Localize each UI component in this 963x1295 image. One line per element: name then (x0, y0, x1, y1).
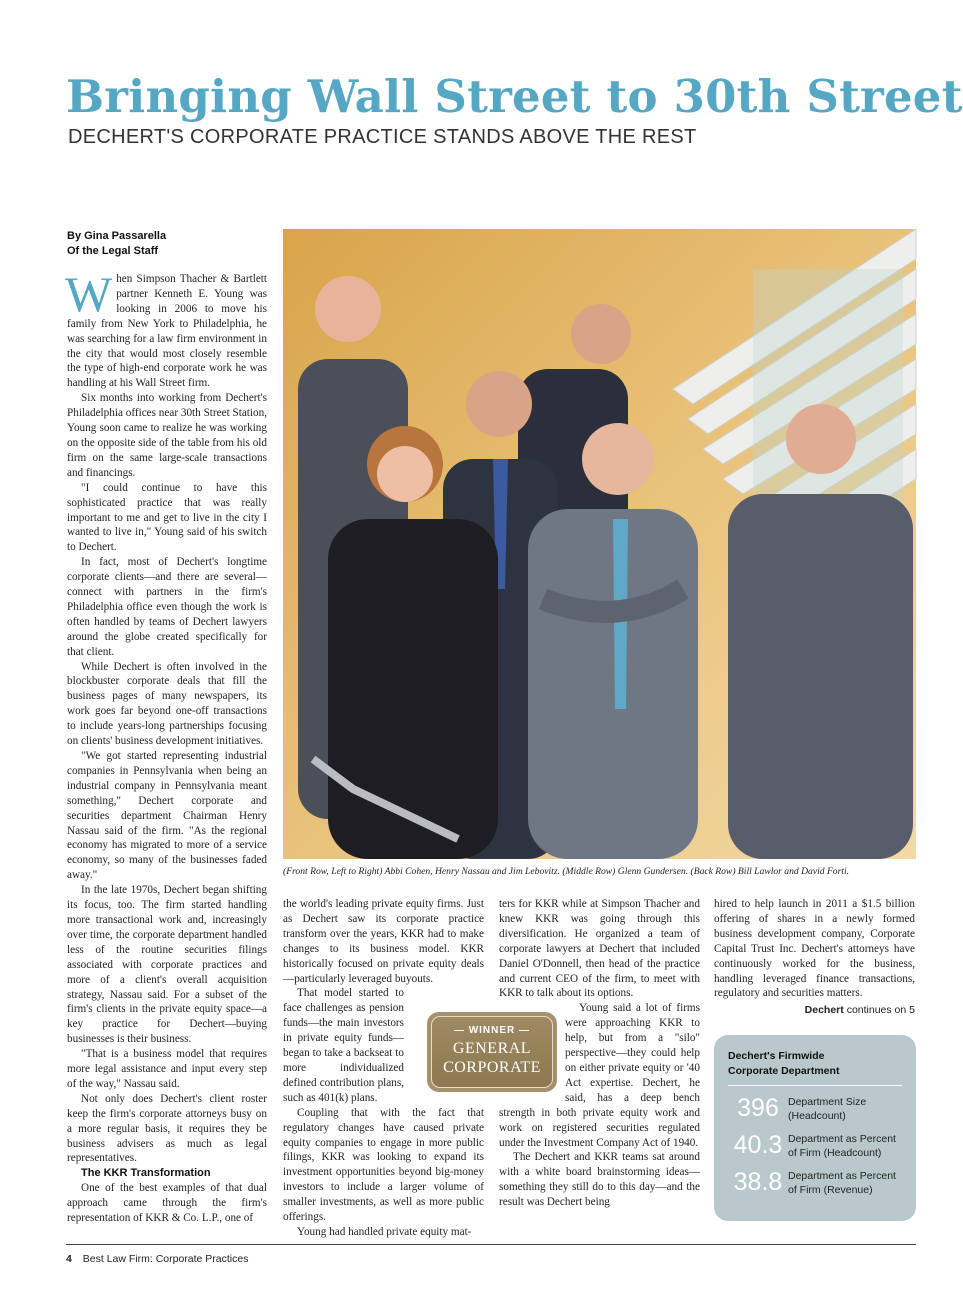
page-footer (66, 1253, 248, 1265)
stat-value: 40.3 (733, 1131, 783, 1159)
stats-title: Dechert's Firmwide Corporate Department (728, 1049, 902, 1086)
paragraph: hired to help launch in 2011 a $1.5 billion offering of shares in a newly formed business development company, Corporate Capital Trust Inc. Dechert's attorneys have continuously worked for the business, handling leveraged finance transactions, regulatory and securities matters. (714, 898, 915, 1000)
byline-staff: Of the Legal Staff (67, 245, 159, 257)
stat-value: 396 (737, 1094, 779, 1122)
paragraph: Six months into working from Dechert's Philadelphia offices near 30th Street Station, Young soon came to realize he was working on the opposite side of the table from his old firm on the same large-scale transactions and financings. (67, 392, 267, 479)
paragraph: Coupling that with the fact that regulatory changes have caused private equity companies to engage in more public filings, KKR was looking to expand its investment opportunities beyond big-money investors to include a larger volume of smaller investments, as well as more public offerings. (283, 1106, 484, 1224)
article-column-4 (714, 897, 915, 1022)
photo-caption: (Front Row, Left to Right) Abbi Cohen, Henry Nassau and Jim Lebovitz. (Middle Row) Glenn Gundersen. (Back Row) Bill Lawlor and David Forti. (283, 866, 850, 877)
paragraph: The Dechert and KKR teams sat around with a white board brainstorming ideas—something they still do to this day—and the result was Dechert being (499, 1151, 700, 1209)
badge-winner-label: — WINNER — (453, 1025, 531, 1036)
byline (67, 229, 166, 259)
group-photo (283, 229, 916, 859)
stat-value: 38.8 (733, 1168, 783, 1196)
stat-row (728, 1168, 902, 1197)
stat-row (728, 1094, 902, 1123)
paragraph: In fact, most of Dechert's longtime corporate clients—and there are several—connect with partners in the firm's Philadelphia office even though the work is often handled by teams of Dechert lawyers around the globe created specifically for that client. (67, 556, 267, 658)
winner-badge (427, 1012, 557, 1092)
badge-line-1: GENERAL (452, 1040, 532, 1057)
paragraph: That model started to face challenges as pension funds—the main investors in private equity funds—began to take a backseat to more individualized defined contribution plans, such as 401(k) plans. (283, 986, 484, 1105)
paragraph: While Dechert is often involved in the blockbuster corporate deals that fill the business pages of many newspapers, its work goes far beyond one-off transactions to include years-long partnerships focusing on clients' business development initiatives. (67, 660, 267, 748)
stats-box (714, 1035, 916, 1221)
section-heading: The KKR Transformation (81, 1167, 211, 1180)
badge-frame (431, 1016, 553, 1088)
drop-cap: W (65, 266, 113, 322)
paragraph: "I could continue to have this sophisticated practice that was really important to me and get to live in the city I wanted to live in," Young said of his switch to Dechert. (67, 481, 267, 554)
stat-label: Department Size (Headcount) (788, 1095, 867, 1122)
stat-row (728, 1131, 902, 1160)
section-name: Best Law Firm: Corporate Practices (82, 1253, 249, 1265)
footer-divider (66, 1244, 916, 1245)
paragraph: the world's leading private equity firms. Just as Dechert saw its corporate practice transform over the years, KKR had to make changes to its business model. KKR historically focused on private equity deals—particularly leveraged buyouts. (283, 898, 484, 985)
paragraph: "We got started representing industrial companies in Pennsylvania when being an industrial company in Pennsylvania meant something," Dechert corporate and securities department Chairman Henry Nassau said of the firm. "As the regional economy has migrated to more of a service economy, so many of the businesses faded away." (67, 750, 267, 882)
paragraph: In the late 1970s, Dechert began shifting its focus, too. The firm started handling more transactional work and, increasingly over time, the corporate department handled less of the routine securities filings associated with corporate practices and more of a client's overall acquisition strategy, Nassau said. For a subset of the firm's clients in the private equity space—a key practice for Dechert—buying businesses is their business. (67, 884, 267, 1046)
paragraph: When Simpson Thacher & Bartlett partner Kenneth E. Young was looking in 2006 to move his family from New York to Philadelphia, he was searching for a law firm environment in the city that would most closely resemble the type of high-end corporate work he was handling at his Wall Street firm. (65, 266, 267, 390)
byline-author: By Gina Passarella (67, 230, 167, 242)
paragraph: Young had handled private equity mat- (297, 1225, 472, 1238)
continuation-name: Dechert (804, 1004, 844, 1017)
badge-line-2: CORPORATE (443, 1059, 541, 1076)
continuation-note (714, 1003, 915, 1018)
article-subheadline: DECHERT'S CORPORATE PRACTICE STANDS ABOVE THE REST (68, 126, 697, 148)
paragraph: Not only does Dechert's client roster keep the firm's corporate attorneys busy on a more regular basis, it requires they be business advisers as much as legal representatives. (67, 1092, 267, 1165)
article-column-1 (65, 266, 267, 1227)
page-number: 4 (66, 1253, 72, 1265)
paragraph: Young said a lot of firms were approaching KKR to help, but from a "silo" perspective—they could help on either private equity or '40 Act expertise. Dechert, he said, has a deep bench strength in both private equity work and work on registered securities regulated under the Investment Company Act of 1940. (499, 1002, 700, 1149)
stat-label: Department as Percent of Firm (Revenue) (788, 1169, 896, 1196)
article-headline: Bringing Wall Street to 30th Street (66, 70, 963, 123)
paragraph: ters for KKR while at Simpson Thacher and knew KKR was going through this diversification. He organized a team of corporate lawyers at Dechert that included Daniel O'Donnell, then head of the practice and current CEO of the firm, to meet with KKR to talk about its options. (499, 898, 700, 1000)
paragraph: "That is a business model that requires more legal assistance and input every step of the way," Nassau said. (67, 1048, 267, 1090)
stat-label: Department as Percent of Firm (Headcount) (788, 1132, 896, 1159)
paragraph: One of the best examples of that dual approach came through the firm's representation of KKR & Co. L.P., one of (67, 1182, 267, 1225)
continuation-page: continues on 5 (846, 1004, 915, 1017)
